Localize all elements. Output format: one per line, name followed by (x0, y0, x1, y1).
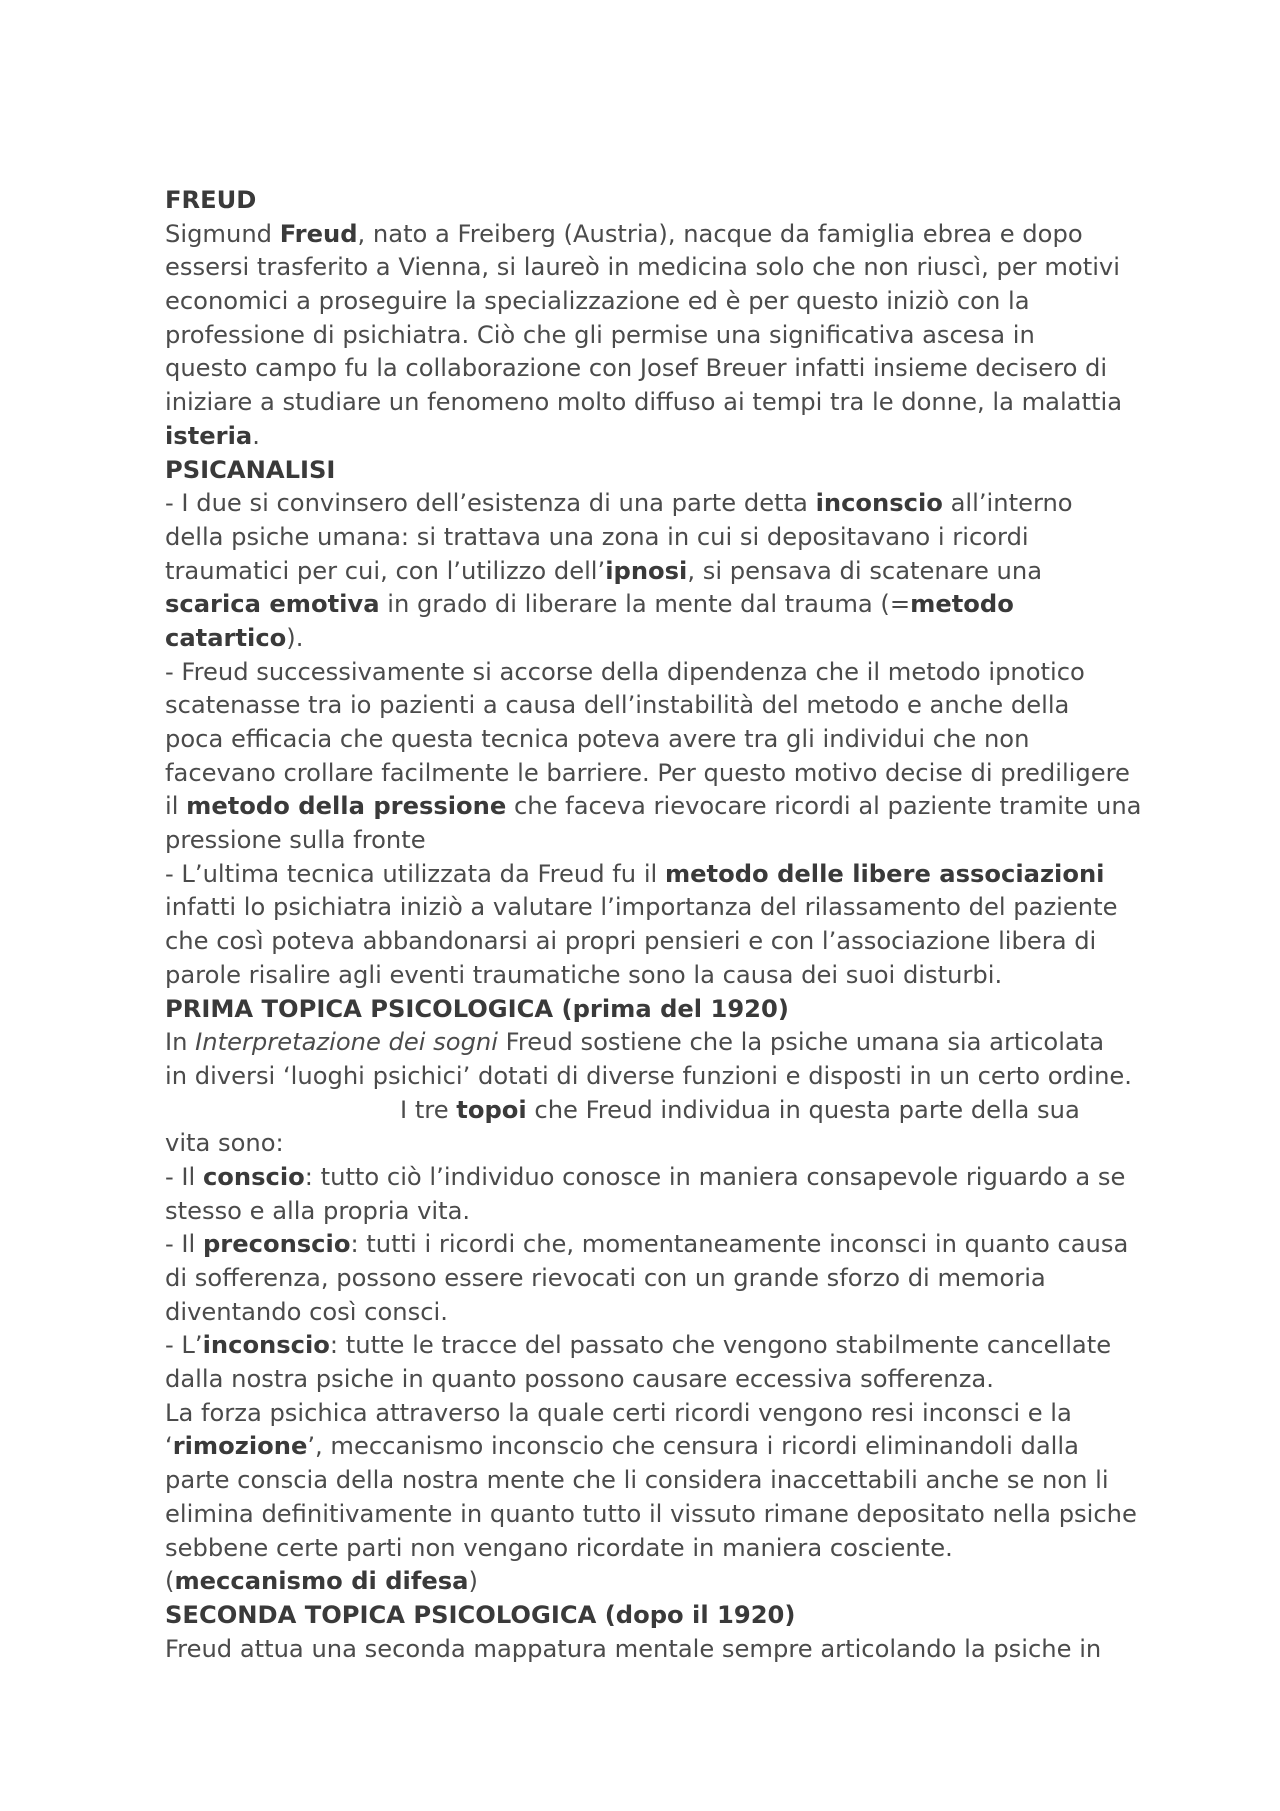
text-line (165, 757, 1130, 791)
text-run: ‘ (165, 1432, 173, 1461)
text-run: della psiche umana: si trattava una zona in cui si depositavano i ricordi (165, 522, 1029, 551)
text-line (165, 251, 1125, 285)
text-run: , nato a Freiberg (Austria), nacque da famiglia ebrea e dopo (357, 219, 1083, 248)
text-run: il (165, 792, 187, 821)
bold-text: metodo della pressione (186, 792, 507, 821)
text-run: Sigmund (165, 219, 280, 248)
text-run: all’interno (942, 489, 1073, 518)
text-line (165, 1363, 1125, 1397)
text-line (165, 824, 1125, 858)
bold-text: topoi (456, 1095, 527, 1124)
text-line (165, 689, 1125, 723)
text-line (165, 319, 1125, 353)
text-run: traumatici per cui, con l’utilizzo dell’ (165, 556, 606, 585)
text-line (165, 1026, 1125, 1060)
text-line (165, 1228, 1129, 1262)
bold-text: SECONDA TOPICA PSICOLOGICA (dopo il 1920) (165, 1600, 796, 1629)
text-run: - I due si convinsero dell’esistenza di una parte detta (165, 489, 816, 518)
section-heading (165, 993, 1125, 1027)
text-run: : tutti i ricordi che, momentaneamente inconsci in quanto causa (350, 1230, 1129, 1259)
text-run: - Il (165, 1230, 203, 1259)
text-line (165, 1262, 1125, 1296)
text-run: pressione sulla fronte (165, 826, 426, 855)
text-run: essersi trasferito a Vienna, si laureò in medicina solo che non riuscì, per motivi (165, 253, 1120, 282)
text-line (165, 959, 1125, 993)
text-line (165, 1296, 1125, 1330)
bold-text: metodo delle libere associazioni (664, 859, 1105, 888)
section-heading (165, 454, 1125, 488)
text-run: professione di psichiatra. Ciò che gli permise una significativa ascesa in (165, 320, 1035, 349)
text-line (165, 1329, 1125, 1363)
text-run: La forza psichica attraverso la quale certi ricordi vengono resi inconsci e la (165, 1398, 1072, 1427)
text-line (165, 858, 1125, 892)
bold-text: PSICANALISI (165, 455, 336, 484)
text-line (165, 1094, 1125, 1128)
text-run: ). (286, 623, 304, 652)
bold-text: preconscio (202, 1230, 351, 1259)
text-run: che Freud individua in questa parte della sua (526, 1095, 1080, 1124)
text-line (165, 656, 1125, 690)
bold-text: catartico (165, 623, 287, 652)
text-run: facevano crollare facilmente le barriere. Per questo motivo decise di prediligere (165, 758, 1130, 787)
text-line (165, 285, 1125, 319)
text-line (165, 352, 1125, 386)
text-run: dalla nostra psiche in quanto possono causare eccessiva sofferenza. (165, 1365, 994, 1394)
text-run: - Freud successivamente si accorse della dipendenza che il metodo ipnotico (165, 657, 1085, 686)
text-line (165, 1127, 1125, 1161)
bold-text: inconscio (815, 489, 943, 518)
text-run: , si pensava di scatenare una (687, 556, 1043, 585)
text-line (165, 1532, 1125, 1566)
text-line (165, 521, 1125, 555)
text-run: economici a proseguire la specializzazione ed è per questo iniziò con la (165, 287, 1030, 316)
bold-text: Freud (279, 219, 358, 248)
text-line (165, 925, 1125, 959)
text-line (165, 555, 1125, 589)
bold-text: FREUD (165, 186, 257, 214)
text-line (165, 891, 1125, 925)
bold-text: meccanismo di difesa (174, 1567, 469, 1596)
text-line (165, 487, 1125, 521)
text-line (165, 1464, 1125, 1498)
text-run: in diversi ‘luoghi psichici’ dotati di diverse funzioni e disposti in un certo ordine. (165, 1061, 1132, 1090)
bold-text: conscio (202, 1162, 305, 1191)
text-line (165, 1565, 1125, 1599)
text-run: di sofferenza, possono essere rievocati con un grande sforzo di memoria (165, 1264, 1046, 1292)
text-line (165, 790, 1142, 824)
text-run: Freud attua una seconda mappatura mentale sempre articolando la psiche in (165, 1634, 1102, 1663)
text-run: iniziare a studiare un fenomeno molto diffuso ai tempi tra le donne, la malattia (165, 388, 1123, 417)
bold-text: rimozione (172, 1432, 308, 1461)
text-line (165, 1498, 1137, 1532)
bold-text: metodo (910, 590, 1014, 619)
document-body (165, 184, 1142, 1666)
text-run: I tre (400, 1095, 457, 1124)
bold-text: PRIMA TOPICA PSICOLOGICA (prima del 1920) (165, 994, 789, 1023)
text-run: in grado di liberare la mente dal trauma (= (379, 590, 911, 619)
text-line (165, 1430, 1125, 1464)
text-run: scatenasse tra io pazienti a causa dell’instabilità del metodo e anche della (165, 691, 1070, 720)
text-run: parole risalire agli eventi traumatiche sono la causa dei suoi disturbi. (165, 960, 1003, 989)
text-line (165, 1633, 1125, 1667)
text-run: : tutto ciò l’individuo conosce in maniera consapevole riguardo a se (304, 1162, 1126, 1191)
text-run: elimina definitivamente in quanto tutto il vissuto rimane depositato nella psiche (165, 1499, 1137, 1528)
text-line (165, 386, 1125, 420)
text-line (165, 1195, 1125, 1229)
text-run: - Il (165, 1162, 203, 1191)
text-line (165, 218, 1125, 252)
text-line (165, 420, 1125, 454)
section-heading (165, 184, 1125, 218)
bold-text: isteria (165, 421, 253, 450)
section-heading (165, 1599, 1125, 1633)
text-run: poca efficacia che questa tecnica poteva avere tra gli individui che non (165, 725, 1030, 753)
text-run: ’, meccanismo inconscio che censura i ricordi eliminandoli dalla (307, 1432, 1079, 1461)
text-line (165, 622, 1125, 656)
text-run: infatti lo psichiatra iniziò a valutare l’importanza del rilassamento del paziente (165, 893, 1118, 922)
text-line (165, 1060, 1132, 1094)
text-run: ) (468, 1567, 478, 1596)
text-run: ( (165, 1567, 175, 1596)
text-line (165, 1397, 1125, 1431)
italic-text: Interpretazione dei sogni (195, 1028, 498, 1057)
text-run: vita sono: (165, 1129, 284, 1158)
text-run: Freud sostiene che la psiche umana sia articolata (497, 1028, 1105, 1057)
text-run: - L’ultima tecnica utilizzata da Freud fu il (165, 859, 665, 888)
text-run: - L’ (165, 1331, 203, 1360)
bold-text: ipnosi (605, 556, 688, 585)
text-run: sebbene certe parti non vengano ricordate in maniera cosciente. (165, 1533, 953, 1562)
text-line (165, 723, 1125, 757)
text-run: che così poteva abbandonarsi ai propri pensieri e con l’associazione libera di (165, 927, 1097, 956)
text-line (165, 1161, 1125, 1195)
text-run: . (252, 421, 260, 450)
text-run: : tutte le tracce del passato che vengono stabilmente cancellate (329, 1331, 1112, 1360)
bold-text: scarica emotiva (165, 590, 380, 619)
bold-text: inconscio (202, 1331, 330, 1360)
text-run: stesso e alla propria vita. (165, 1196, 471, 1225)
text-run: questo campo fu la collaborazione con Josef Breuer infatti insieme decisero di (165, 354, 1108, 383)
text-run: In (165, 1028, 196, 1057)
text-run: che faceva rievocare ricordi al paziente tramite una (506, 792, 1142, 821)
text-line (165, 588, 1125, 622)
text-run: diventando così consci. (165, 1297, 448, 1326)
text-run: parte conscia della nostra mente che li considera inaccettabili anche se non li (165, 1466, 1109, 1495)
